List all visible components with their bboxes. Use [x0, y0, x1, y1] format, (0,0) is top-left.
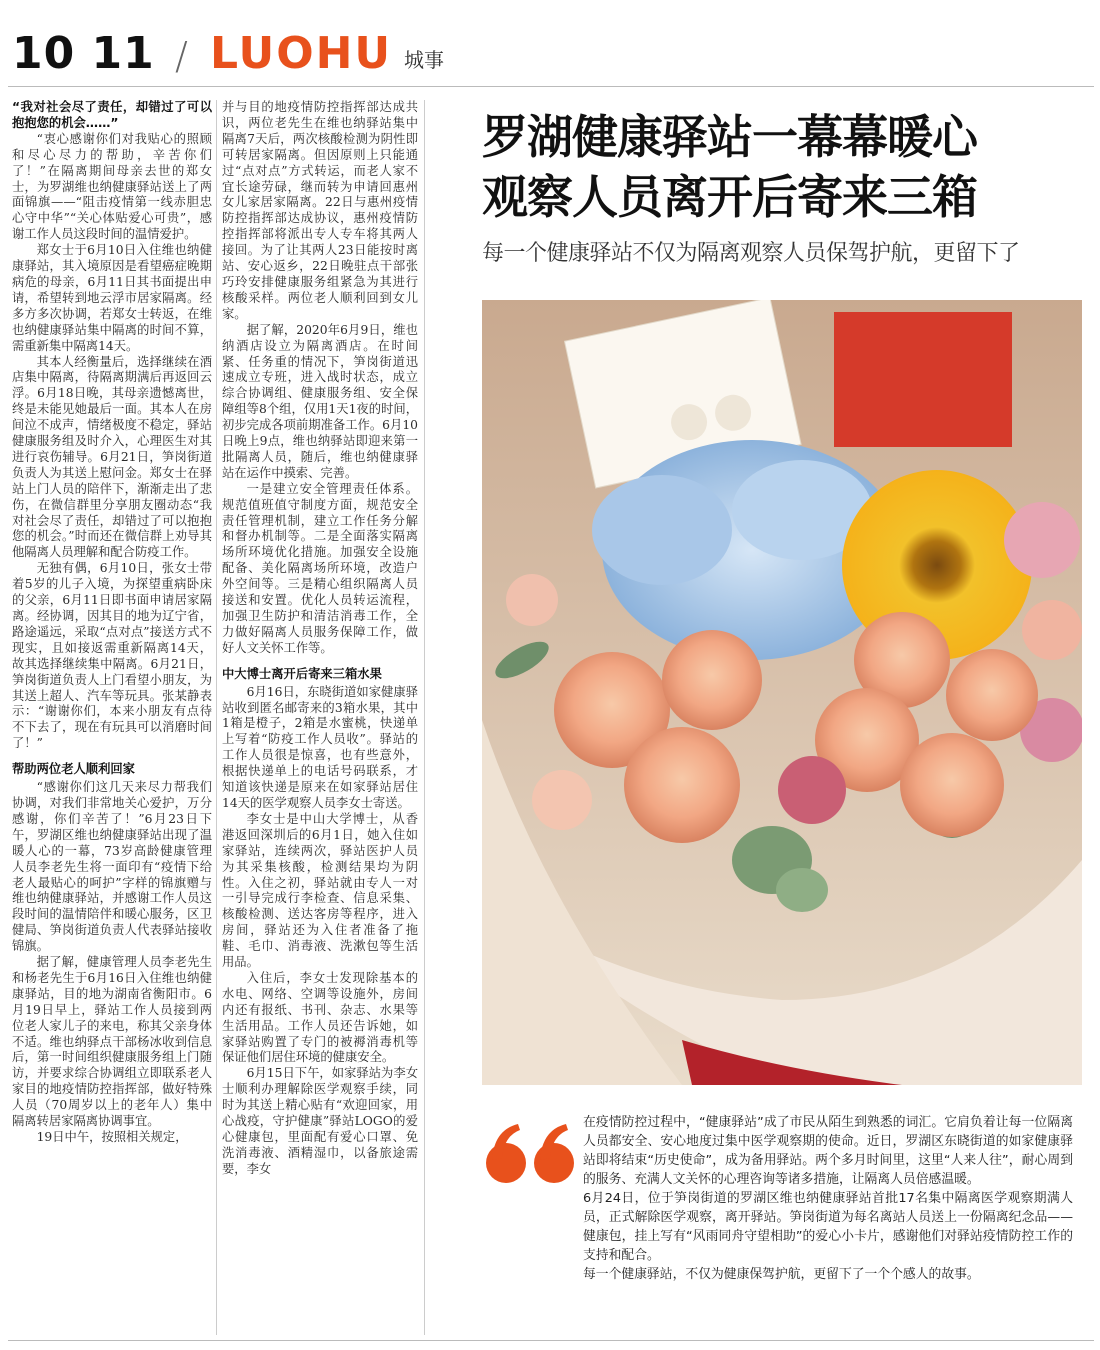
column2-paragraph: 6月16日，东晓街道如家健康驿站收到匿名邮寄来的3箱水果，其中1箱是橙子，2箱是水蜜桃，快递单上写着“防疫工作人员收”。驿站的工作人员很是惊喜，也有些意外，根据快递单上的电话号码联系，才知道该快递是原来在如家驿站居住14天的医学观察人员李女士寄送。 [222, 684, 418, 810]
column1-paragraph: 其本人经衡量后，选择继续在酒店集中隔离，待隔离期满后再返回云浮。6月18日晚，其母亲遗憾离世，终是未能见她最后一面。其本人在房间泣不成声，情绪极度不稳定，驿站健康服务组及时介入，心理医生对其进行哀伤辅导。6月21日，笋岗街道负责人为其送上慰问金。郑女士在驿站上门人员的陪伴下，渐渐走出了悲伤，在微信群里分享朋友圈动态“我对社会尽了责任，却错过了可以抱抱您的机会。”时而还在微信群上劝导其他隔离人员理解和配合防疫工作。 [12, 354, 212, 560]
masthead [0, 0, 1100, 90]
column-divider [424, 100, 425, 1335]
brand-title: LUOHU [210, 28, 393, 79]
column1-heading-1: “我对社会尽了责任，却错过了可以抱抱您的机会……” [12, 100, 212, 130]
bouquet-illustration [482, 300, 1082, 1085]
body-column-1 [12, 100, 212, 1146]
page-numbers: 10 11 [12, 28, 155, 79]
bouquet-photo [482, 300, 1082, 1085]
column2-paragraph: 入住后，李女士发现除基本的水电、网络、空调等设施外，房间内还有报纸、书刊、杂志、水果等生活用品。工作人员还告诉她，如家驿站购置了专门的被褥消毒机等保证他们居住环境的健康安全。 [222, 970, 418, 1065]
column1-paragraph: 据了解，健康管理人员李老先生和杨老先生于6月16日入住维也纳健康驿站，目的地为湖南省衡阳市。6月19日早上，驿站工作人员接到两位老人家儿子的来电，称其父亲身体不适。维也纳驿点干部杨冰收到信息后，第一时间组织健康服务组上门随访，并要求综合协调组立即联系老人家目的地疫情防控指挥部，做好特殊人员（70周岁以上的老年人）集中隔离转居家隔离协调事宜。 [12, 955, 212, 1129]
column2-paragraph: 一是建立安全管理责任体系。规范值班值守制度方面，规范安全责任管理机制，建立工作任务分解和督办机制等。二是全面落实隔离场所环境优化措施。加强安全设施配备、美化隔离场所环境，改造户外空间等。三是精心组织隔离人员接送和安置。优化人员转运流程，加强卫生防护和清洁消毒工作，全力做好隔离人员服务保障工作，做好人文关怀工作等。 [222, 481, 418, 655]
top-divider [8, 86, 1094, 87]
column2-paragraph: 6月15日下午，如家驿站为李女士顺利办理解除医学观察手续，同时为其送上精心贴有“欢迎回家，用心战疫，守护健康”驿站LOGO的爱心健康包，里面配有爱心口罩、免洗消毒液、酒精湿巾，以备旅途需要，李女 [222, 1066, 418, 1176]
column2-paragraph: 据了解，2020年6月9日，维也纳酒店设立为隔离酒店。在时间紧、任务重的情况下，笋岗街道迅速成立专班，进入战时状态，成立综合协调组、健康服务组、安全保障组等8个组，仅用1天1夜的时间，初步完成各项前期准备工作。6月10日晚上9点，维也纳驿站即迎来第一批隔离人员，随后，维也纳健康驿站在运作中摸索、完善。 [222, 322, 418, 480]
lead-paragraph: 每一个健康驿站，不仅为健康保驾护航，更留下了一个个感人的故事。 [583, 1267, 980, 1282]
column-divider [216, 100, 217, 1335]
lead-summary [583, 1113, 1073, 1284]
column2-heading: 中大博士离开后寄来三箱水果 [222, 666, 382, 681]
headline-line-1: 罗湖健康驿站一幕幕暖心 [482, 110, 977, 164]
body-column-2 [222, 100, 418, 1178]
bottom-divider [8, 1340, 1094, 1341]
lead-paragraph: 6月24日，位于笋岗街道的罗湖区维也纳健康驿站首批17名集中隔离医学观察期满人员，正式解除医学观察，离开驿站。笋岗街道为每名离站人员送上一份隔离纪念品——健康包，挂上写有“风雨同舟守望相助”的爱心小卡片，感谢他们对驿站疫情防控工作的支持和配合。 [583, 1191, 1073, 1263]
column1-heading-2: 帮助两位老人顺利回家 [12, 762, 135, 777]
column1-paragraph: “感谢你们这几天来尽力帮我们协调，对我们非常地关心爱护，万分感谢，你们辛苦了！”6月23日下午，罗湖区维也纳健康驿站出现了温暖人心的一幕，73岁高龄健康管理人员李老先生将一面印有“疫情下给老人最贴心的呵护”字样的锦旗赠与维也纳健康驿站，并感谢工作人员这段时间的温情陪伴和暖心服务，区卫健局、笋岗街道负责人代表驿站接收锦旗。 [12, 780, 212, 954]
masthead-slash: / [175, 34, 188, 78]
quote-mark-icon [484, 1118, 579, 1188]
column2-paragraph: 李女士是中山大学博士，从香港返回深圳后的6月1日，她入住如家驿站，连续两次，驿站医护人员为其采集核酸，检测结果均为阴性。入住之初，驿站就由专人一对一引导完成行李检查、信息采集、核酸检测、送达客房等程序，进入房间，驿站还为入住者准备了拖鞋、毛巾、消毒液、洗漱包等生活用品。 [222, 811, 418, 970]
headline-line-2: 观察人员离开后寄来三箱 [482, 170, 977, 224]
column1-paragraph: 无独有偶，6月10日，张女士带着5岁的儿子入境，为探望重病卧床的父亲，6月11日即书面申请居家隔离。经协调，因其目的地为辽宁省，路途遥远，采取“点对点”接送方式不现实，且如接返需重新隔离14天，故其选择继续集中隔离。6月21日，笋岗街道负责人上门看望小朋友，为其送上超人、汽车等玩具。张某静表示：“谢谢你们，本来小朋友有点待不下去了，现在有玩具可以消磨时间了！” [12, 561, 212, 751]
column2-paragraph: 并与目的地疫情防控指挥部达成共识，两位老先生在维也纳驿站集中隔离7天后，两次核酸检测为阴性即可转居家隔离。但因原则上只能通过“点对点”方式转运，而老人家不宜长途劳碌，继而转为申请回惠州女儿家居家隔离。22日与惠州疫情防控指挥部达成协议，惠州疫情防控指挥部将派出专人专车将其两人接回。为了让其两人23日能按时离站、安心返乡，22日晚驻点干部张巧玲安排健康服务组紧急为其进行核酸采样。两位老人顺利回到女儿家。 [222, 100, 418, 321]
lead-paragraph: 在疫情防控过程中，“健康驿站”成了市民从陌生到熟悉的词汇。它肩负着让每一位隔离人员都安全、安心地度过集中医学观察期的使命。近日，罗湖区东晓街道的如家健康驿站即将结束“历史使命”，成为备用驿站。两个多月时间里，这里“人来人往”，耐心周到的服务、充满人文关怀的心理咨询等诸多措施，让隔离人员倍感温暖。 [583, 1115, 1073, 1187]
section-label: 城事 [404, 48, 444, 72]
column1-paragraph: “衷心感谢你们对我贴心的照顾和尽心尽力的帮助，辛苦你们了！”在隔离期间母亲去世的郑女士，为罗湖维也纳健康驿站送上了两面锦旗——“阻击疫情第一线赤胆忠心守中华”“关心体贴爱心可贵”，感谢工作人员这段时间的温情爱护。 [12, 131, 212, 242]
subheadline: 每一个健康驿站不仅为隔离观察人员保驾护航，更留下了 [482, 241, 1020, 266]
column1-paragraph: 19日中午，按照相关规定， [36, 1130, 188, 1144]
column1-paragraph: 郑女士于6月10日入住维也纳健康驿站，其入境原因是看望癌症晚期病危的母亲，6月11日其书面提出申请，希望转到地云浮市居家隔离。经多方多次协调，若郑女士转返，在维也纳健康驿站集中隔离的时间不算，需重新集中隔离14天。 [12, 243, 212, 353]
